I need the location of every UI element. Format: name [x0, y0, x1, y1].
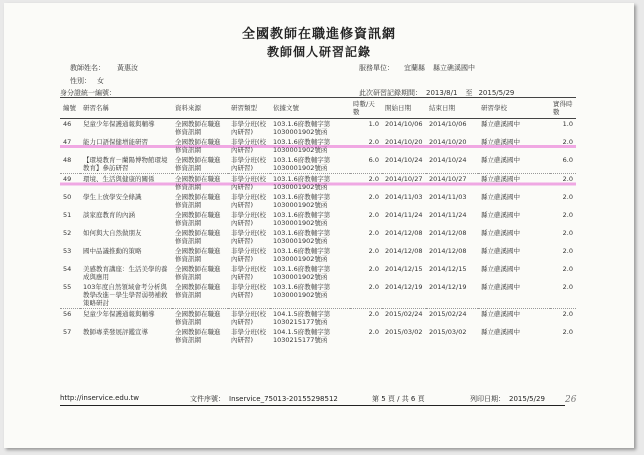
data-source-cell: 全國教師在職進修資訊網 — [172, 155, 228, 174]
host-school-cell: 縣立礁溪國中 — [481, 265, 520, 273]
table-row — [60, 137, 576, 155]
end-date-cell: 2014/12/08 — [429, 247, 467, 255]
hours-cell: 2.0 — [350, 137, 382, 155]
data-source-cell: 全國教師在職進修資訊網 — [175, 328, 221, 344]
query-end: 2015/5/29 — [478, 89, 515, 97]
col-header: 開始日期 — [382, 98, 426, 119]
earned-hours-cell: 2.0 — [550, 137, 576, 155]
hours-cell: 2.0 — [368, 229, 379, 237]
row-number-cell: 54 — [63, 265, 72, 273]
earned-hours-cell: 6.0 — [550, 155, 576, 174]
training-type-cell: 非學分班(校內研習) — [228, 174, 270, 193]
document-number-cell: 103.1.6府教輔字第1030001902號函 — [270, 174, 350, 193]
document-number-cell: 103.1.6府教輔字第1030001902號函 — [273, 211, 331, 227]
document-number-cell: 104.1.5府教輔字第1030215177號函 — [273, 328, 331, 344]
footer-page: 第 5 頁 / 共 6 頁 — [372, 395, 425, 403]
end-date-cell: 2015/03/02 — [429, 328, 467, 336]
host-school-cell: 縣立礁溪國中 — [481, 247, 520, 255]
training-type-cell: 非學分班(校內研習) — [231, 211, 267, 227]
service-unit-county: 宜蘭縣 — [404, 64, 425, 72]
hours-cell: 2.0 — [368, 247, 379, 255]
document-number-cell: 103.1.6府教輔字第1030001902號函 — [273, 229, 331, 245]
training-type-cell: 非學分班(校內研習) — [228, 137, 270, 155]
host-school-cell: 縣立礁溪國中 — [478, 155, 550, 174]
document-number-cell: 103.1.6府教輔字第1030001902號函 — [273, 193, 331, 209]
end-date-cell: 2014/12/15 — [429, 265, 467, 273]
end-date-cell: 2014/10/06 — [429, 120, 467, 128]
earned-hours-cell: 2.0 — [562, 310, 573, 318]
hours-cell: 1.0 — [368, 120, 379, 128]
col-header: 編號 — [60, 98, 80, 119]
end-date-cell: 2014/12/19 — [426, 282, 478, 309]
row-number-cell: 47 — [60, 137, 80, 155]
training-name-cell: 能力口語保健增能研習 — [80, 137, 172, 155]
host-school-cell: 縣立礁溪國中 — [478, 282, 550, 309]
id-label: 身分證統一編號： — [60, 89, 116, 97]
training-type-cell: 非學分班(校內研習) — [228, 155, 270, 174]
table-row — [60, 192, 576, 210]
table-row — [60, 228, 576, 246]
row-number-cell: 51 — [63, 211, 72, 219]
document-page — [4, 3, 634, 448]
row-number-cell: 49 — [60, 174, 80, 193]
earned-hours-cell: 2.0 — [562, 265, 573, 273]
footer-print-label: 列印日期： — [470, 395, 505, 403]
data-source-cell: 全國教師在職進修資訊網 — [172, 174, 228, 193]
col-header: 研習學校 — [478, 98, 550, 119]
data-source-cell: 全國教師在職進修資訊網 — [172, 137, 228, 155]
data-source-cell: 全國教師在職進修資訊網 — [175, 120, 221, 136]
footer-url: http://inservice.edu.tw — [60, 394, 140, 402]
row-number-cell: 50 — [63, 193, 72, 201]
start-date-cell: 2014/12/08 — [385, 229, 423, 237]
data-source-cell: 全國教師在職進修資訊網 — [175, 265, 221, 281]
training-name-cell: 兒童少年保護通報與輔導 — [83, 120, 155, 128]
table-row — [60, 155, 576, 174]
end-date-cell: 2014/11/03 — [429, 193, 467, 201]
training-type-cell: 非學分班(校內研習) — [228, 282, 270, 309]
hours-cell: 2.0 — [368, 265, 379, 273]
end-date-cell: 2014/10/27 — [426, 174, 478, 193]
table-row — [60, 119, 576, 138]
training-name-cell: 【環境教育－蘭陽博物館環境教育】參訪研習 — [80, 155, 172, 174]
teacher-name-value: 黃惠汝 — [117, 64, 138, 72]
footer-print-value: 2015/5/29 — [509, 395, 545, 403]
document-subtitle: 教師個人研習記錄 — [266, 45, 371, 59]
col-header: 資料來源 — [172, 98, 228, 119]
table-row — [60, 282, 576, 309]
start-date-cell: 2014/10/24 — [382, 155, 426, 174]
document-title: 全國教師在職進修資訊網 — [241, 27, 396, 42]
document-number-cell: 104.1.5府教輔字第1030215177號函 — [273, 310, 331, 326]
table-row — [60, 264, 576, 282]
handwritten-mark: 26 — [565, 395, 577, 405]
footer-print-date — [470, 394, 545, 404]
hours-cell: 2.0 — [368, 310, 379, 318]
document-number-cell: 103.1.6府教輔字第1030001902號函 — [273, 120, 331, 136]
earned-hours-cell: 2.0 — [562, 193, 573, 201]
host-school-cell: 縣立礁溪國中 — [481, 211, 520, 219]
table-row — [60, 309, 576, 328]
data-source-cell: 全國教師在職進修資訊網 — [175, 229, 221, 245]
gender-row — [70, 76, 104, 86]
training-name-cell: 教師專業發展評鑑宣導 — [83, 328, 148, 336]
training-type-cell: 非學分班(校內研習) — [231, 247, 267, 263]
training-record-table — [60, 97, 576, 345]
host-school-cell: 縣立礁溪國中 — [478, 137, 550, 155]
document-number-cell: 103.1.6府教輔字第1030001902號函 — [270, 282, 350, 309]
end-date-cell: 2014/11/24 — [429, 211, 467, 219]
document-number-cell: 103.1.6府教輔字第1030001902號函 — [270, 137, 350, 155]
data-source-cell: 全國教師在職進修資訊網 — [175, 193, 221, 209]
data-source-cell: 全國教師在職進修資訊網 — [175, 247, 221, 263]
start-date-cell: 2015/03/02 — [385, 328, 423, 336]
start-date-cell: 2014/11/03 — [385, 193, 423, 201]
col-header: 依據文號 — [270, 98, 350, 119]
footer-docno-label: 文件序號： — [190, 395, 225, 403]
host-school-cell: 縣立礁溪國中 — [481, 310, 520, 318]
document-number-cell: 103.1.6府教輔字第1030001902號函 — [273, 265, 331, 281]
earned-hours-cell: 2.0 — [550, 282, 576, 309]
start-date-cell: 2014/10/20 — [382, 137, 426, 155]
table-header-row — [60, 98, 576, 119]
col-header: 實得時數 — [550, 98, 576, 119]
service-unit-school: 縣立礁溪國中 — [433, 64, 475, 72]
host-school-cell: 縣立礁溪國中 — [481, 328, 520, 336]
row-number-cell: 46 — [63, 120, 72, 128]
document-number-cell: 103.1.6府教輔字第1030001902號函 — [270, 155, 350, 174]
col-header: 時數/天數 — [350, 98, 382, 119]
start-date-cell: 2014/12/19 — [382, 282, 426, 309]
start-date-cell: 2014/12/15 — [385, 265, 423, 273]
start-date-cell: 2014/11/24 — [385, 211, 423, 219]
table-row — [60, 174, 576, 193]
table-row — [60, 327, 576, 345]
host-school-cell: 縣立礁溪國中 — [481, 193, 520, 201]
table-row — [60, 246, 576, 264]
end-date-cell: 2015/02/24 — [429, 310, 467, 318]
training-type-cell: 非學分班(校內研習) — [231, 120, 267, 136]
training-name-cell: 環境、生活與健康的關係 — [80, 174, 172, 193]
training-name-cell: 談家庭教育的內涵 — [83, 211, 135, 219]
hours-cell: 6.0 — [350, 155, 382, 174]
start-date-cell: 2014/10/06 — [385, 120, 423, 128]
host-school-cell: 縣立礁溪國中 — [481, 229, 520, 237]
hours-cell: 2.0 — [368, 193, 379, 201]
hours-cell: 2.0 — [368, 211, 379, 219]
training-name-cell: 兒童少年保護通報與輔導 — [83, 310, 155, 318]
host-school-cell: 縣立礁溪國中 — [478, 174, 550, 193]
col-header: 研習名稱 — [80, 98, 172, 119]
training-type-cell: 非學分班(校內研習) — [231, 193, 267, 209]
row-number-cell: 57 — [63, 328, 72, 336]
start-date-cell: 2015/02/24 — [385, 310, 423, 318]
training-name-cell: 美感教育講座：生活美學的養成與應用 — [83, 265, 168, 281]
row-number-cell: 55 — [60, 282, 80, 309]
col-header: 結束日期 — [426, 98, 478, 119]
teacher-name-row — [70, 63, 138, 73]
hours-cell: 2.0 — [350, 174, 382, 193]
earned-hours-cell: 2.0 — [550, 174, 576, 193]
host-school-cell: 縣立礁溪國中 — [481, 120, 520, 128]
earned-hours-cell: 2.0 — [562, 211, 573, 219]
document-number-cell: 103.1.6府教輔字第1030001902號函 — [273, 247, 331, 263]
row-number-cell: 53 — [63, 247, 72, 255]
row-number-cell: 52 — [63, 229, 72, 237]
end-date-cell: 2014/10/24 — [426, 155, 478, 174]
hours-cell: 2.0 — [350, 282, 382, 309]
data-source-cell: 全國教師在職進修資訊網 — [172, 282, 228, 309]
earned-hours-cell: 2.0 — [562, 229, 573, 237]
query-sep: 至 — [465, 89, 473, 97]
footer-docno — [190, 394, 338, 404]
gender-value: 女 — [97, 77, 104, 85]
earned-hours-cell: 2.0 — [562, 247, 573, 255]
training-name-cell: 如何與大自然做朋友 — [83, 229, 142, 237]
earned-hours-cell: 1.0 — [562, 120, 573, 128]
hours-cell: 2.0 — [368, 328, 379, 336]
col-header: 研習類型 — [228, 98, 270, 119]
row-number-cell: 48 — [60, 155, 80, 174]
footer-docno-value: Inservice_75013-20155298512 — [229, 395, 338, 403]
service-unit-label: 服務單位： — [359, 64, 394, 72]
service-unit-row — [359, 63, 475, 73]
training-type-cell: 非學分班(校內研習) — [231, 328, 267, 344]
gender-label: 性別： — [70, 77, 91, 85]
training-name-cell: 學生上放學安全條識 — [83, 193, 142, 201]
table-row — [60, 210, 576, 228]
training-type-cell: 非學分班(校內研習) — [231, 310, 267, 326]
footer-divider — [60, 405, 565, 406]
data-source-cell: 全國教師在職進修資訊網 — [175, 211, 221, 227]
start-date-cell: 2014/10/27 — [382, 174, 426, 193]
query-start: 2013/8/1 — [426, 89, 458, 97]
earned-hours-cell: 2.0 — [562, 328, 573, 336]
training-type-cell: 非學分班(校內研習) — [231, 229, 267, 245]
query-period-label: 此次研習記錄期間： — [359, 89, 422, 97]
table-body — [60, 119, 576, 346]
end-date-cell: 2014/10/20 — [426, 137, 478, 155]
data-source-cell: 全國教師在職進修資訊網 — [175, 310, 221, 326]
training-type-cell: 非學分班(校內研習) — [231, 265, 267, 281]
training-name-cell: 國中品議推動的策略 — [83, 247, 142, 255]
end-date-cell: 2014/12/08 — [429, 229, 467, 237]
row-number-cell: 56 — [63, 310, 72, 318]
start-date-cell: 2014/12/08 — [385, 247, 423, 255]
training-name-cell: 103年度自然領域會考分析與教學改進－學生學習弱勢補救策略研討 — [80, 282, 172, 309]
teacher-name-label: 教師姓名： — [70, 64, 105, 72]
